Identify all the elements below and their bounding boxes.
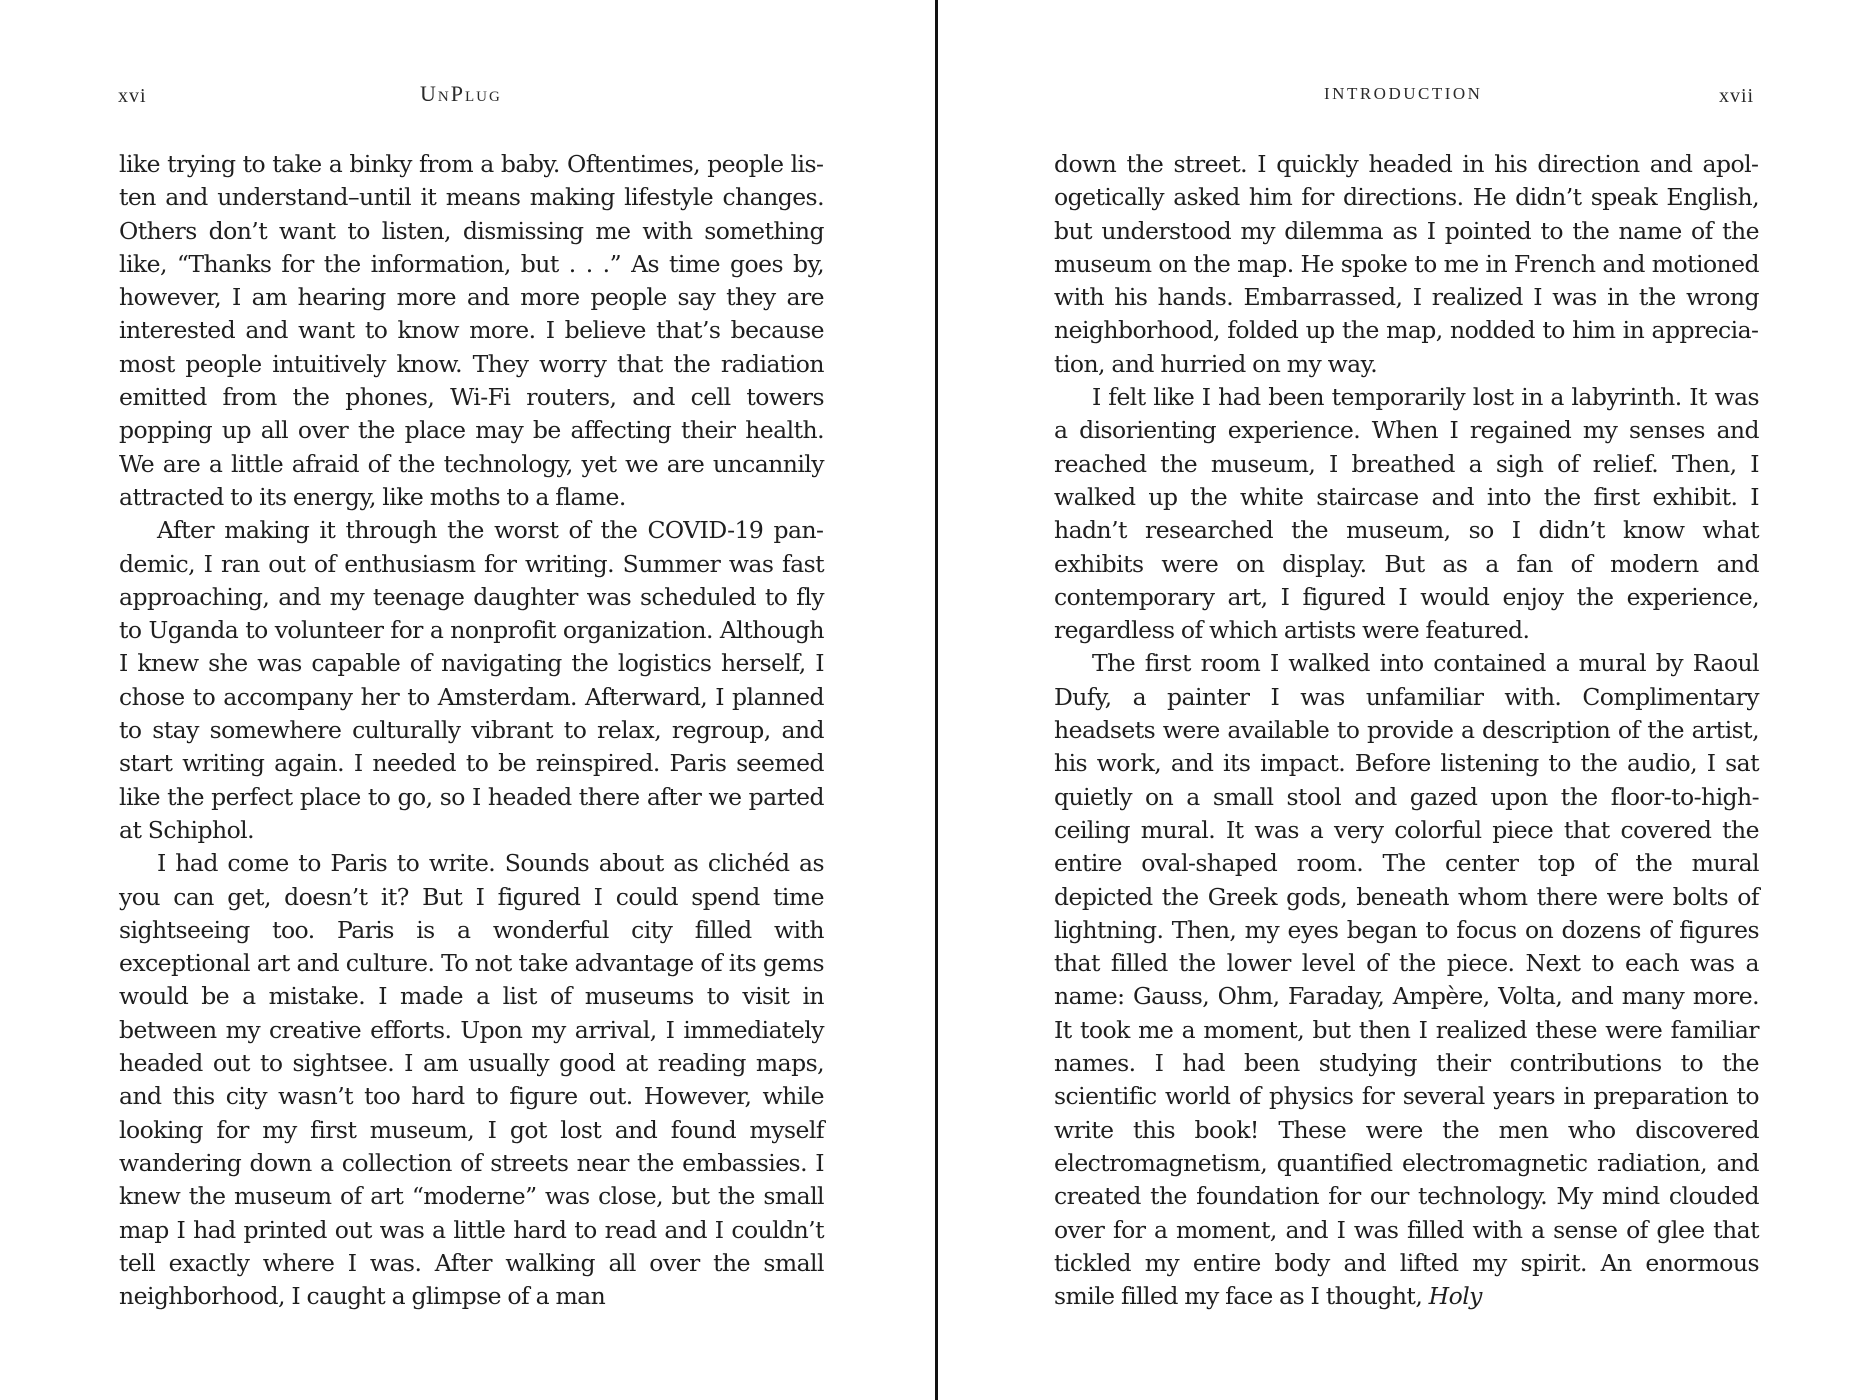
right-page-body [1054, 148, 1759, 1313]
paragraph: down the street. I quickly headed in his direction and apologetically asked him for directions. He didn’t speak English, but understood my dilemma as I pointed to the name of the museum on the map. He spoke to me in French and motioned with his hands. Embarrassed, I realized I was in the wrong neighborhood, folded up the map, nodded to him in appreciation, and hurried on my way. [1054, 150, 1759, 378]
left-page-header [0, 83, 936, 113]
paragraph: like trying to take a binky from a baby. Oftentimes, people listen and understand–until it means making lifestyle changes. Others don’t want to listen, dismissing me with something like, “Thanks for the information, but . . .” As time goes by, however, I am hearing more and more people say they are interested and want to know more. I believe that’s because most people intuitively know. They worry that the radiation emitted from the phones, Wi-Fi routers, and cell towers popping up all over the place may be affecting their health. We are a little afraid of the technology, yet we are uncannily attracted to its energy, like moths to a flame. [119, 150, 824, 511]
book-title-running-head: UnPlug [420, 81, 502, 106]
right-page [938, 0, 1866, 1400]
right-page-header [938, 83, 1866, 113]
right-page-number: xvii [1719, 85, 1755, 107]
chapter-running-head: INTRODUCTION [1324, 84, 1483, 103]
paragraph: After making it through the worst of the COVID-19 pandemic, I ran out of enthusiasm for writing. Summer was fast approaching, and my teenage daughter was scheduled to fly to Uganda to volunteer for a nonprofit organization. Although I knew she was capable of navigating the logistics herself, I chose to accompany her to Amsterdam. Afterward, I planned to stay somewhere culturally vibrant to relax, regroup, and start writing again. I needed to be reinspired. Paris seemed like the perfect place to go, so I headed there after we parted at Schiphol. [119, 516, 824, 844]
paragraph: I felt like I had been temporarily lost in a labyrinth. It was a disorienting experience. When I regained my senses and reached the museum, I breathed a sigh of relief. Then, I walked up the white staircase and into the first exhibit. I hadn’t researched the museum, so I didn’t know what exhibits were on display. But as a fan of modern and contemporary art, I figured I would enjoy the experience, regardless of which artists were featured. [1054, 383, 1759, 645]
paragraph-text: The first room I walked into contained a mural by Raoul Dufy, a painter I was unfamiliar with. Complimentary headsets were available to provide a description of the artist, his work, and its impact. Before listening to the audio, I sat quietly on a small stool and gazed upon the floor-to-high-ceiling mural. It was a very colorful piece that covered the entire oval-shaped room. The center top of the mural depicted the Greek gods, beneath whom there were bolts of lightning. Then, my eyes began to focus on dozens of figures that filled the lower level of the piece. Next to each was a name: Gauss, Ohm, Faraday, Ampère, Volta, and many more. It took me a moment, but then I realized these were familiar names. I had been studying their contributions to the scientific world of physics for several years in preparation to write this book! These were the men who discovered electromagnetism, quantified electromagnetic radiation, and created the foundation for our technology. My mind clouded over for a moment, and I was filled with a sense of glee that tickled my entire body and lifted my spirit. An enormous smile filled my face as I thought, [1054, 649, 1759, 1311]
left-page-number: xvi [118, 85, 147, 107]
italic-word: Holy [1428, 1282, 1482, 1311]
left-page-body [119, 148, 824, 1313]
paragraph [1054, 647, 1759, 1313]
paragraph: I had come to Paris to write. Sounds about as clichéd as you can get, doesn’t it? But I figured I could spend time sightseeing too. Paris is a wonderful city filled with exceptional art and culture. To not take advantage of its gems would be a mistake. I made a list of museums to visit in between my creative efforts. Upon my arrival, I immediately headed out to sightsee. I am usually good at reading maps, and this city wasn’t too hard to figure out. However, while looking for my first museum, I got lost and found myself wandering down a collection of streets near the embassies. I knew the museum of art “moderne” was close, but the small map I had printed out was a little hard to read and I couldn’t tell exactly where I was. After walking all over the small neighborhood, I caught a glimpse of a man [119, 849, 824, 1311]
